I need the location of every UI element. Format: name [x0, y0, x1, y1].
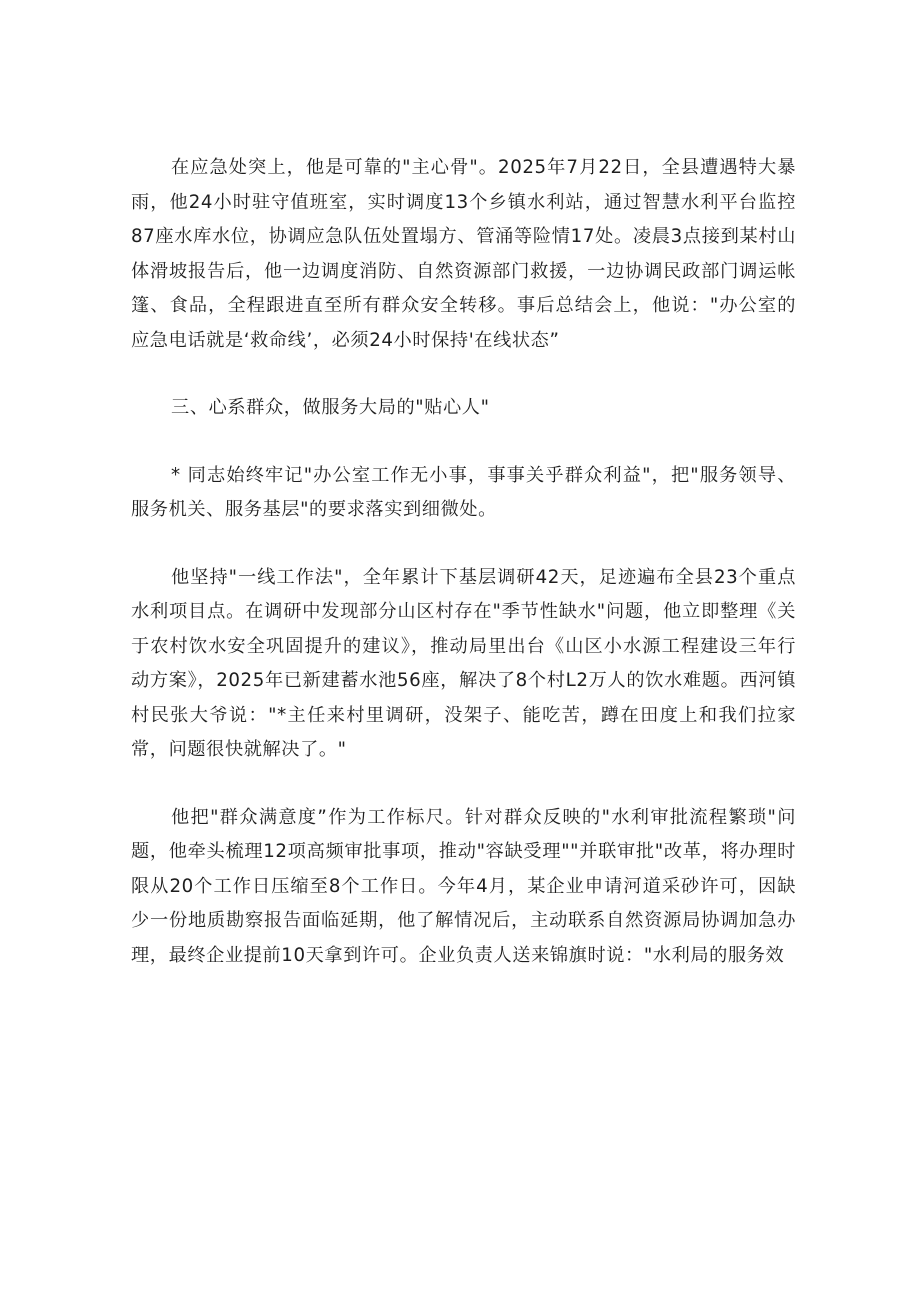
document-body [131, 151, 796, 1006]
paragraph-approval-reform: 他把"群众满意度”作为工作标尺。针对群众反映的"水利审批流程繁琐"问题，他牵头梳理12项高频审批事项，推动"容缺受理""并联审批"改革，将办理时限从20个工作日压缩至8个工作日。今年4月，某企业申请河道采砂许可，因缺少一份地质勘察报告面临延期，他了解情况后，主动联系自然资源局协调加急办理，最终企业提前10天拿到许可。企业负责人送来锦旗时说："水利局的服务效 [131, 806, 796, 966]
section-heading: 三、心系群众，做服务大局的"贴心人" [171, 397, 490, 418]
paragraph-service-principle: * 同志始终牢记"办公室工作无小事，事事关乎群众利益"，把"服务领导、服务机关、服务基层"的要求落实到细微处。 [131, 464, 796, 520]
paragraph-emergency-response: 在应急处突上，他是可靠的"主心骨"。2025年7月22日，全县遭遇特大暴雨，他24小时驻守值班室，实时调度13个乡镇水利站，通过智慧水利平台监控87座水库水位，协调应急队伍处置塌方、管涌等险情17处。凌晨3点接到某村山体滑坡报告后，他一边调度消防、自然资源部门救援，一边协调民政部门调运帐篷、食品，全程跟进直至所有群众安全转移。事后总结会上，他说："办公室的应急电话就是‘救命线’，必须24小时保持'在线状态” [131, 157, 796, 351]
paragraph-field-research: 他坚持"一线工作法"，全年累计下基层调研42天，足迹遍布全县23个重点水利项目点。在调研中发现部分山区村存在"季节性缺水"问题，他立即整理《关于农村饮水安全巩固提升的建议》，推动局里出台《山区小水源工程建设三年行动方案》，2025年已新建蓄水池56座，解决了8个村L2万人的饮水难题。西河镇村民张大爷说："*主任来村里调研，没架子、能吃苦，蹲在田度上和我们拉家常，问题很快就解决了。" [131, 566, 796, 760]
